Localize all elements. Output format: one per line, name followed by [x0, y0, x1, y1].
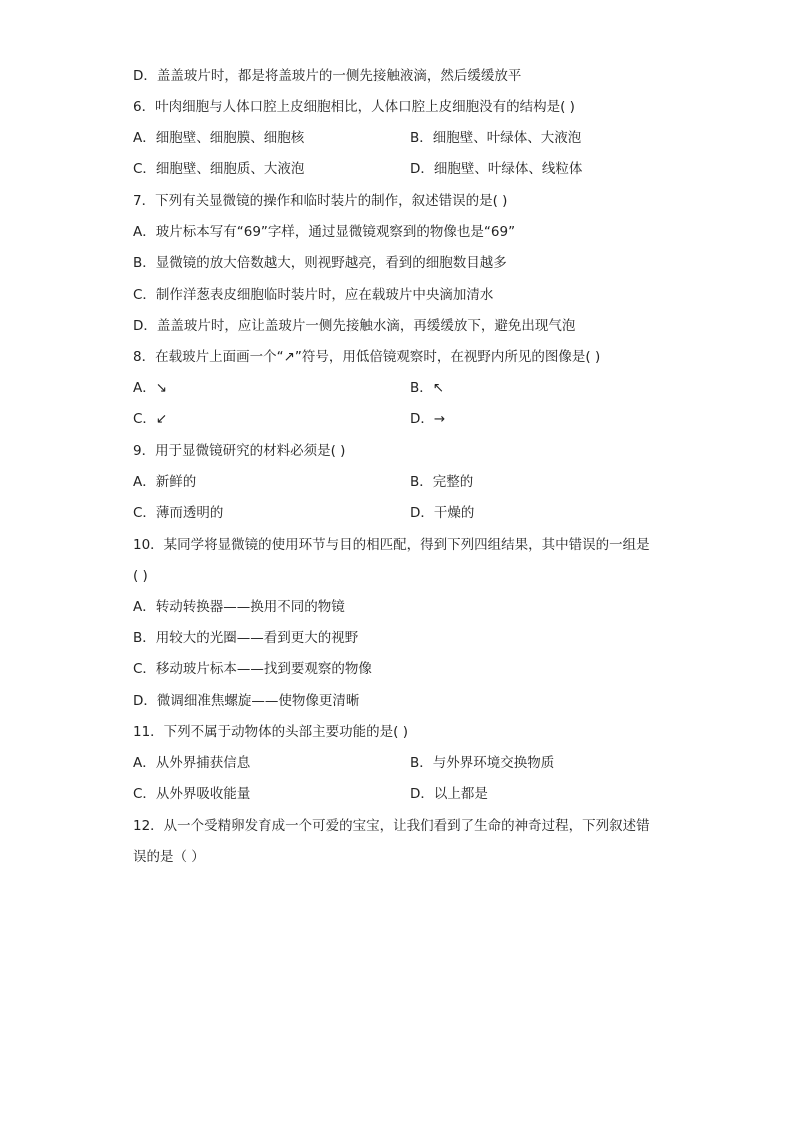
- q6-option-b: B．细胞壁、叶绿体、大液泡: [410, 130, 582, 146]
- q8-option-c: C．↙: [133, 411, 168, 427]
- q11-option-b: B．与外界环境交换物质: [410, 755, 555, 771]
- q9-option-d: D．干燥的: [410, 505, 475, 521]
- q7-option-c: C．制作洋葱表皮细胞临时装片时，应在载玻片中央滴加清水: [133, 287, 494, 303]
- question-8: 8．在载玻片上面画一个“↗”符号，用低倍镜观察时，在视野内所见的图像是( ): [133, 349, 601, 365]
- q11-option-d: D．以上都是: [410, 786, 488, 802]
- question-9: 9．用于显微镜研究的材料必须是( ): [133, 443, 346, 459]
- question-12: 12．从一个受精卵发育成一个可爱的宝宝，让我们看到了生命的神奇过程，下列叙述错: [133, 818, 650, 834]
- q8-option-a: A．↘: [133, 380, 168, 396]
- q9-option-a: A．新鲜的: [133, 474, 197, 490]
- q6-option-d: D．细胞壁、叶绿体、线粒体: [410, 161, 583, 177]
- q7-option-d: D．盖盖玻片时，应让盖玻片一侧先接触水滴，再缓缓放下，避免出现气泡: [133, 318, 576, 334]
- q5-option-d: D．盖盖玻片时，都是将盖玻片的一侧先接触液滴，然后缓缓放平: [133, 68, 522, 84]
- q10-option-c: C．移动玻片标本——找到要观察的物像: [133, 661, 372, 677]
- q9-option-b: B．完整的: [410, 474, 474, 490]
- q10-option-d: D．微调细准焦螺旋——使物像更清晰: [133, 693, 360, 709]
- q10-option-b: B．用较大的光圈——看到更大的视野: [133, 630, 359, 646]
- q11-option-a: A．从外界捕获信息: [133, 755, 251, 771]
- question-11: 11．下列不属于动物体的头部主要功能的是( ): [133, 724, 409, 740]
- question-10: 10．某同学将显微镜的使用环节与目的相匹配，得到下列四组结果，其中错误的一组是: [133, 537, 650, 553]
- question-7: 7．下列有关显微镜的操作和临时装片的制作，叙述错误的是( ): [133, 193, 508, 209]
- q10-option-a: A．转动转换器——换用不同的物镜: [133, 599, 345, 615]
- q8-option-b: B．↖: [410, 380, 445, 396]
- question-10-blank: ( ): [133, 568, 148, 584]
- q6-option-c: C．细胞壁、细胞质、大液泡: [133, 161, 305, 177]
- q7-option-a: A．玻片标本写有“69”字样，通过显微镜观察到的物像也是“69”: [133, 224, 516, 240]
- q11-option-c: C．从外界吸收能量: [133, 786, 251, 802]
- question-12-cont: 误的是（ ）: [133, 849, 205, 865]
- q9-option-c: C．薄而透明的: [133, 505, 224, 521]
- q7-option-b: B．显微镜的放大倍数越大，则视野越亮，看到的细胞数目越多: [133, 255, 507, 271]
- q6-option-a: A．细胞壁、细胞膜、细胞核: [133, 130, 305, 146]
- question-6: 6．叶肉细胞与人体口腔上皮细胞相比，人体口腔上皮细胞没有的结构是( ): [133, 99, 575, 115]
- q8-option-d: D．→: [410, 411, 446, 427]
